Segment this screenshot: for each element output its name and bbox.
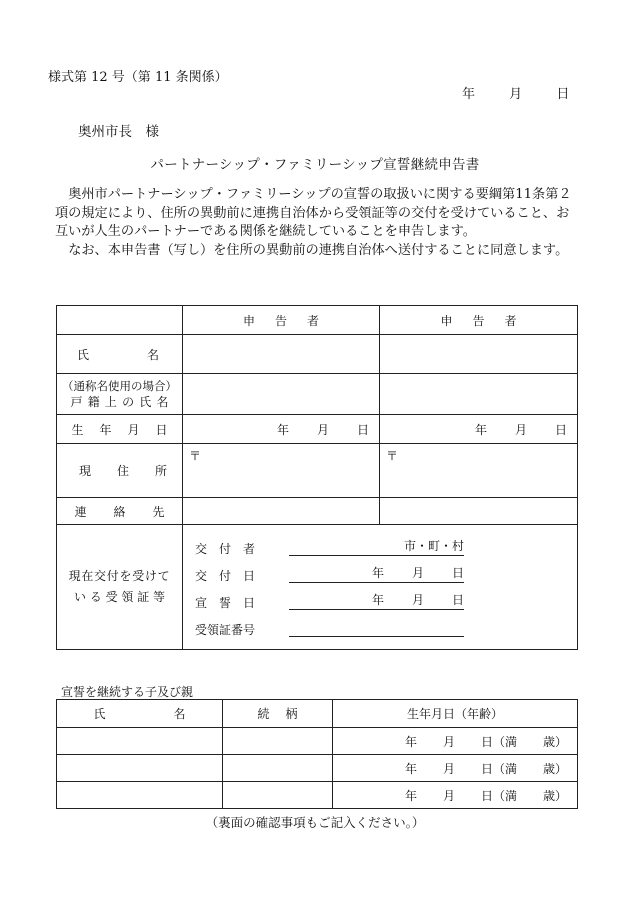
declarant-1-address-field[interactable] xyxy=(183,444,380,498)
body-text xyxy=(55,186,580,260)
children-relation-header: 続 柄 xyxy=(223,700,333,728)
child-relation-field[interactable] xyxy=(223,728,333,755)
certificate-number-label: 受領証番号 xyxy=(195,623,256,637)
registry-name-label: （通称名使用の場合） 戸 籍 上 の 氏 名 xyxy=(57,374,183,415)
child-birth-field[interactable]: 年 月 日（満 歳） xyxy=(333,728,578,755)
issue-date-label: 交 付 日 xyxy=(195,569,256,583)
declarant-header-row xyxy=(57,306,578,335)
header-blank-cell xyxy=(57,306,183,335)
declarant-1-header: 申 告 者 xyxy=(183,306,380,335)
declarant-1-name-field[interactable] xyxy=(183,335,380,374)
child-birth-field[interactable]: 年 月 日（満 歳） xyxy=(333,755,578,782)
address-row xyxy=(57,444,578,498)
name-label: 氏 名 xyxy=(57,335,183,374)
children-row xyxy=(57,728,578,755)
date-year-unit: 年 xyxy=(462,87,476,102)
child-relation-field[interactable] xyxy=(223,782,333,809)
declarant-1-registry-name-field[interactable] xyxy=(183,374,380,415)
children-row xyxy=(57,782,578,809)
child-name-field[interactable] xyxy=(57,728,223,755)
children-table xyxy=(56,699,578,809)
name-row xyxy=(57,335,578,374)
declarant-1-birthdate-field[interactable]: 年 月 日 xyxy=(183,415,380,444)
certificate-number-field[interactable] xyxy=(289,620,464,637)
declarant-2-header: 申 告 者 xyxy=(380,306,578,335)
form-number: 様式第 12 号（第 11 条関係） xyxy=(48,70,228,85)
postal-mark: 〒 xyxy=(386,449,399,463)
date-day-unit: 日 xyxy=(556,87,570,102)
issuer-suffix: 市・町・村 xyxy=(403,539,464,553)
issuer-field[interactable] xyxy=(289,539,464,556)
declarant-2-registry-name-field[interactable] xyxy=(380,374,578,415)
child-name-field[interactable] xyxy=(57,755,223,782)
child-name-field[interactable] xyxy=(57,782,223,809)
oath-date-label: 宣 誓 日 xyxy=(195,596,256,610)
declarant-2-name-field[interactable] xyxy=(380,335,578,374)
declarant-2-birthdate-field[interactable]: 年 月 日 xyxy=(380,415,578,444)
children-heading: 宣誓を継続する子及び親 xyxy=(61,685,194,699)
certificate-details xyxy=(183,525,578,650)
children-row xyxy=(57,755,578,782)
birthdate-label: 生 年 月 日 xyxy=(57,415,183,444)
declarant-2-address-field[interactable] xyxy=(380,444,578,498)
document-title: パートナーシップ・ファミリーシップ宣誓継続申告書 xyxy=(150,157,480,173)
contact-row xyxy=(57,498,578,525)
children-name-header: 氏 名 xyxy=(57,700,223,728)
body-paragraph-2: なお、本申告書（写し）を住所の異動前の連携自治体へ送付することに同意します。 xyxy=(68,242,569,258)
certificate-row xyxy=(57,525,578,650)
registry-name-row xyxy=(57,374,578,415)
oath-date-field[interactable]: 年 月 日 xyxy=(289,593,464,610)
issuer-label: 交 付 者 xyxy=(195,542,256,556)
issue-date-field[interactable]: 年 月 日 xyxy=(289,566,464,583)
declarant-1-contact-field[interactable] xyxy=(183,498,380,525)
body-paragraph-1: 奥州市パートナーシップ・ファミリーシップの宣誓の取扱いに関する要綱第11条第２項の規定により、住所の異動前に連携自治体から受領証等の交付を受けていること、お互いが人生のパートナーである関係を継続していることを申告します。 xyxy=(55,187,572,239)
child-relation-field[interactable] xyxy=(223,755,333,782)
child-birth-field[interactable]: 年 月 日（満 歳） xyxy=(333,782,578,809)
addressee: 奥州市長 様 xyxy=(78,124,159,140)
declarant-table xyxy=(56,305,578,650)
postal-mark: 〒 xyxy=(189,449,202,463)
footer-note: （裏面の確認事項もご記入ください。） xyxy=(205,815,425,830)
address-label: 現 住 所 xyxy=(57,444,183,498)
certificate-label: 現在交付を受けて い る 受 領 証 等 xyxy=(57,525,183,650)
date-line xyxy=(462,83,569,102)
contact-label: 連 絡 先 xyxy=(57,498,183,525)
declarant-2-contact-field[interactable] xyxy=(380,498,578,525)
children-header-row xyxy=(57,700,578,728)
date-month-unit: 月 xyxy=(509,87,523,102)
children-birth-header: 生年月日（年齢） xyxy=(333,700,578,728)
birthdate-row xyxy=(57,415,578,444)
